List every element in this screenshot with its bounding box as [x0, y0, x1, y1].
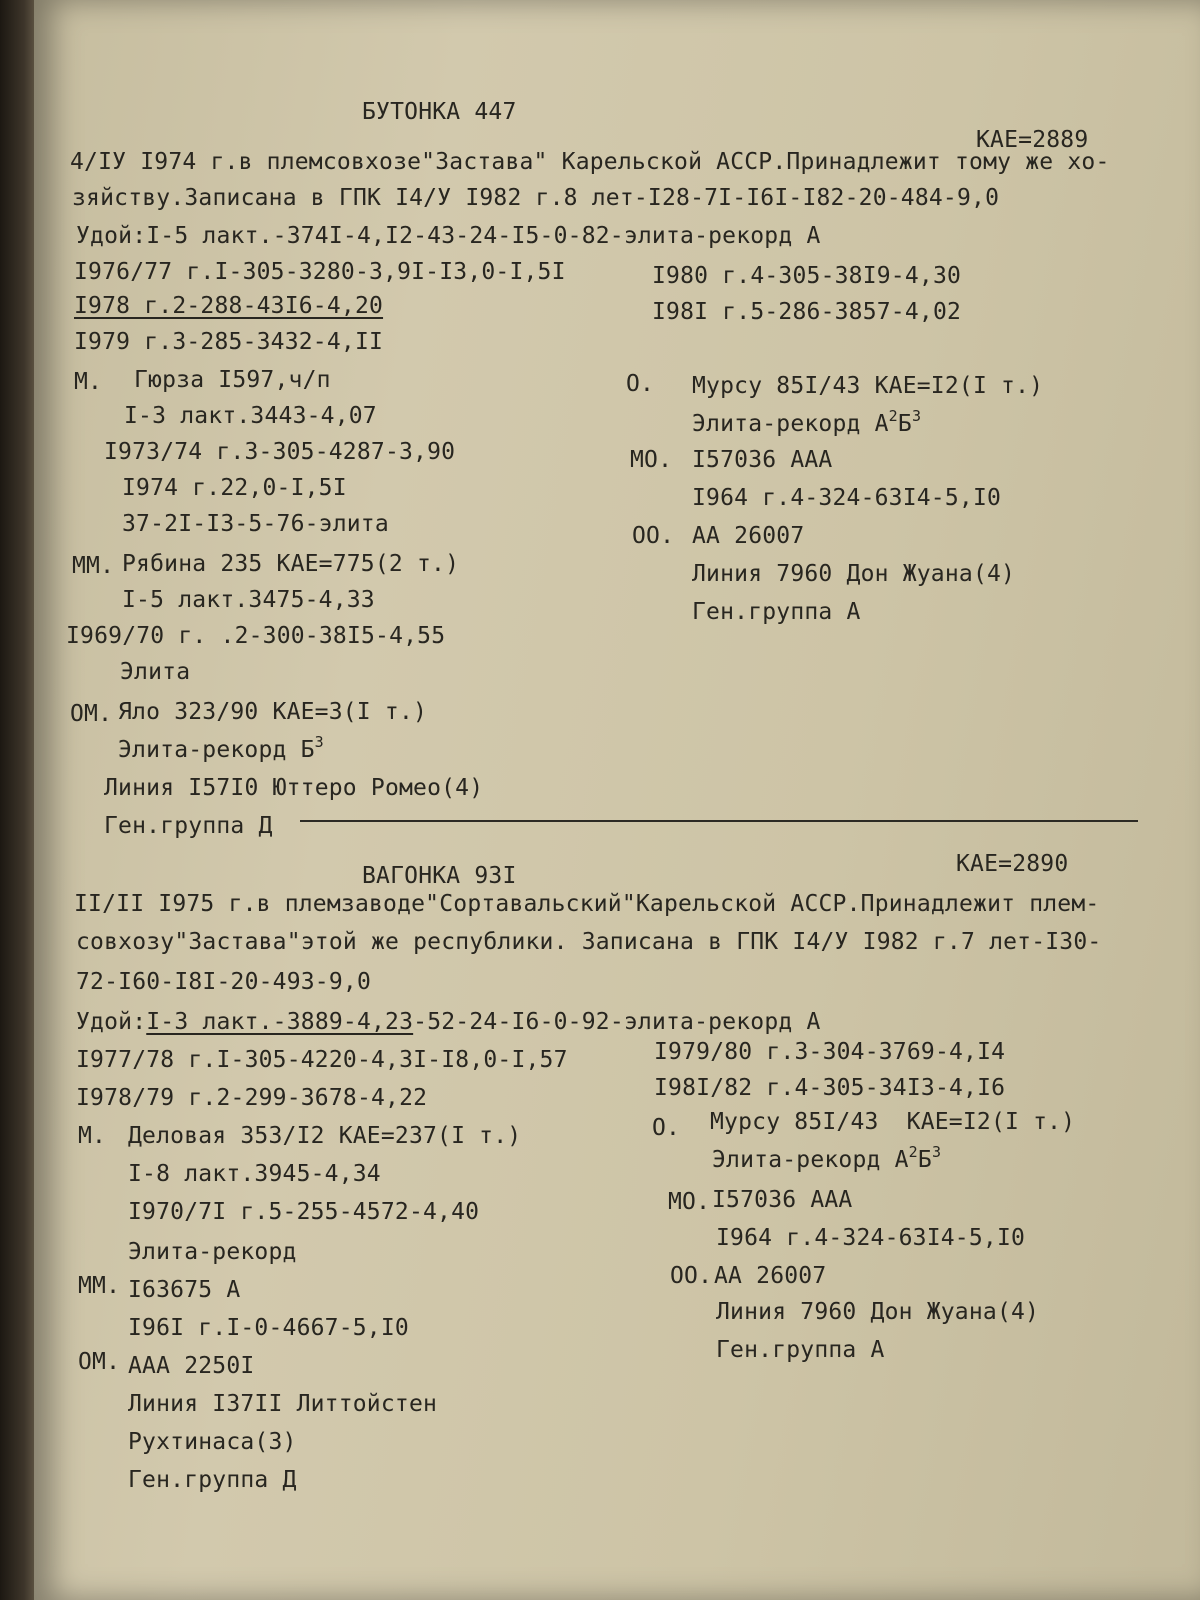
pedigree-label-m: М. — [74, 369, 103, 395]
pedigree-line: I973/74 г.3-305-4287-3,90 — [104, 439, 456, 465]
header-line: 4/IУ I974 г.в племсовхозе"Застава" Карельской АССР.Принадлежит тому же хо- — [70, 149, 1110, 175]
pedigree-line: I974 г.22,0-I,5I — [122, 475, 347, 501]
yield-summary — [76, 1008, 821, 1036]
pedigree-line: Ген.группа А — [716, 1337, 885, 1363]
pedigree-line: Линия 7960 Дон Жуана(4) — [716, 1299, 1040, 1325]
pedigree-line: Мурсу 85I/43 КАЕ=I2(I т.) — [710, 1109, 1076, 1135]
pedigree-line: ААА 2250I — [128, 1353, 255, 1379]
pedigree-line — [118, 733, 324, 764]
header-line: совхозу"Застава"этой же республики. Записана в ГПК I4/У I982 г.7 лет-I30- — [76, 929, 1102, 955]
lactation-record: I979/80 г.3-304-3769-4,I4 — [654, 1039, 1006, 1065]
kae-number: КАЕ=2890 — [956, 851, 1069, 877]
pedigree-line: Линия I37II Литтойстен — [128, 1391, 438, 1417]
pedigree-line: АА 26007 — [692, 523, 805, 549]
header-line: 72-I60-I8I-20-493-9,0 — [76, 969, 371, 995]
pedigree-label-mm: ММ. — [72, 553, 115, 579]
pedigree-line-text: Элита-рекорд А — [692, 411, 889, 437]
pedigree-label-mo: МО. — [630, 447, 673, 473]
pedigree-line: Деловая 353/I2 КАЕ=237(I т.) — [128, 1123, 522, 1149]
header-line: II/II I975 г.в племзаводе"Сортавальский"Карельской АССР.Принадлежит плем- — [74, 891, 1100, 917]
pedigree-line: Рябина 235 КАЕ=775(2 т.) — [122, 551, 460, 577]
pedigree-line: 37-2I-I3-5-76-элита — [122, 511, 389, 537]
pedigree-line: АА 26007 — [714, 1263, 827, 1289]
pedigree-label-mm: ММ. — [78, 1273, 121, 1299]
yield-label: Удой: — [76, 1009, 147, 1035]
entry-title: БУТОНКА 447 — [362, 99, 517, 125]
yield-summary: Удой:I-5 лакт.-374I-4,I2-43-24-I5-0-82-элита-рекорд А — [76, 223, 821, 249]
pedigree-line-text: Б — [897, 411, 912, 437]
pedigree-line: I964 г.4-324-63I4-5,I0 — [692, 485, 1002, 511]
lactation-record: I978/79 г.2-299-3678-4,22 — [76, 1085, 428, 1111]
pedigree-line: I63675 А — [128, 1277, 241, 1303]
pedigree-line: I964 г.4-324-63I4-5,I0 — [716, 1225, 1026, 1251]
superscript: 2 — [908, 1143, 918, 1161]
pedigree-label-om: ОМ. — [78, 1349, 121, 1375]
yield-underlined: I-3 лакт.-3889-4,23 — [146, 1009, 414, 1035]
pedigree-label-oo: ОО. — [632, 523, 675, 549]
lactation-record: I98I/82 г.4-305-34I3-4,I6 — [654, 1075, 1006, 1101]
pedigree-line-text: Б — [917, 1147, 932, 1173]
pedigree-line: I-8 лакт.3945-4,34 — [128, 1161, 381, 1187]
pedigree-line: Линия I57I0 Юттеро Ромео(4) — [104, 775, 484, 801]
pedigree-line: Рухтинаса(3) — [128, 1429, 297, 1455]
pedigree-line: Элита-рекорд — [128, 1239, 297, 1265]
pedigree-label-o: О. — [652, 1115, 681, 1141]
pedigree-label-mo: МО. — [668, 1189, 711, 1215]
lactation-record: I98I г.5-286-3857-4,02 — [652, 299, 962, 325]
pedigree-line: Линия 7960 Дон Жуана(4) — [692, 561, 1016, 587]
pedigree-line: Ген.группа Д — [128, 1467, 297, 1493]
pedigree-line: I-3 лакт.3443-4,07 — [124, 403, 377, 429]
superscript: 3 — [911, 407, 922, 425]
pedigree-line — [692, 407, 922, 438]
entry-title: ВАГОНКА 93I — [362, 863, 517, 889]
pedigree-line — [712, 1143, 942, 1174]
pedigree-line: Ген.группа А — [692, 599, 861, 625]
superscript: 3 — [931, 1143, 942, 1161]
pedigree-line-text: Элита-рекорд Б — [118, 737, 315, 763]
lactation-record-underlined: I978 г.2-288-43I6-4,20 — [74, 293, 384, 319]
pedigree-line: I970/7I г.5-255-4572-4,40 — [128, 1199, 480, 1225]
superscript: 2 — [888, 407, 898, 425]
pedigree-line: Элита — [120, 659, 191, 685]
header-line: зяйству.Записана в ГПК I4/У I982 г.8 лет-I28-7I-I6I-I82-20-484-9,0 — [72, 185, 1000, 211]
pedigree-line: I96I г.I-0-4667-5,I0 — [128, 1315, 409, 1341]
pedigree-label-om: ОМ. — [70, 701, 113, 727]
pedigree-line: I969/70 г. .2-300-38I5-4,55 — [66, 623, 446, 649]
pedigree-line: I57036 ААА — [712, 1187, 853, 1213]
pedigree-line: Гюрза I597,ч/п — [134, 367, 331, 393]
superscript: 3 — [314, 733, 324, 751]
lactation-record: I977/78 г.I-305-4220-4,3I-I8,0-I,57 — [76, 1047, 568, 1073]
pedigree-label-m: М. — [78, 1123, 107, 1149]
pedigree-line: I-5 лакт.3475-4,33 — [122, 587, 375, 613]
pedigree-label-o: О. — [626, 371, 655, 397]
lactation-record: I980 г.4-305-38I9-4,30 — [652, 263, 962, 289]
separator-line — [300, 820, 1138, 822]
lactation-record: I979 г.3-285-3432-4,II — [74, 329, 384, 355]
pedigree-line: I57036 ААА — [692, 447, 833, 473]
lactation-record: I976/77 г.I-305-3280-3,9I-I3,0-I,5I — [74, 259, 566, 285]
pedigree-line: Мурсу 85I/43 КАЕ=I2(I т.) — [692, 373, 1044, 399]
yield-rest: -52-24-I6-0-92-элита-рекорд А — [413, 1009, 821, 1035]
pedigree-label-oo: ОО. — [670, 1263, 713, 1289]
kae-number: КАЕ=2889 — [976, 127, 1089, 153]
pedigree-line: Ген.группа Д — [104, 813, 273, 839]
pedigree-line: Яло 323/90 КАЕ=3(I т.) — [118, 699, 428, 725]
pedigree-line-text: Элита-рекорд А — [712, 1147, 909, 1173]
